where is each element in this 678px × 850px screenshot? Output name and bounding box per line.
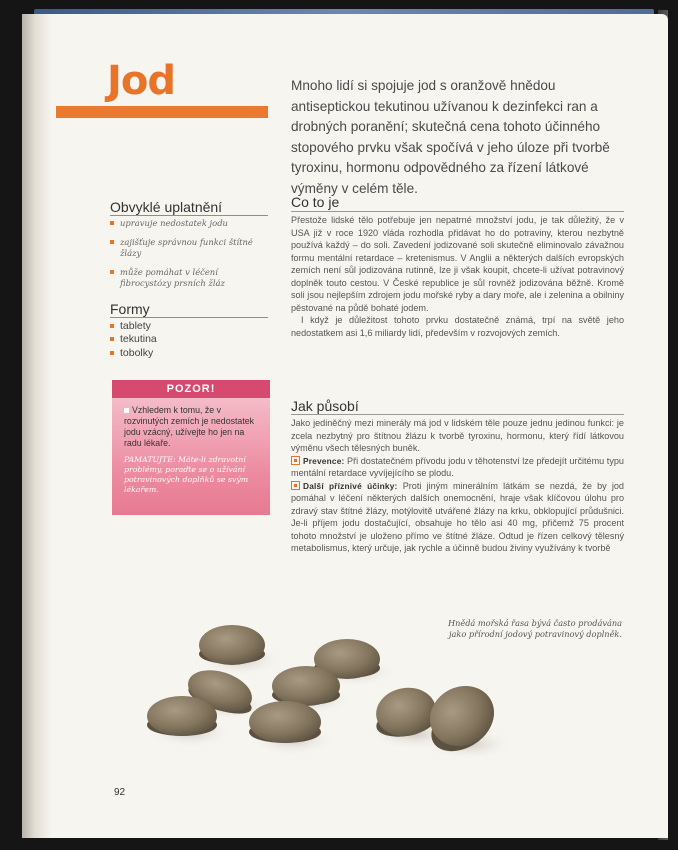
section-heading-how: Jak působí: [291, 398, 359, 414]
list-item: může pomáhat v léčení fibrocystózy prsních žláz: [110, 267, 270, 289]
page-title: Jod: [107, 58, 175, 104]
list-item: upravuje nedostatek jodu: [110, 218, 270, 229]
paragraph: I když je důležitost tohoto prvku dostatečně známá, trpí na světě jeho nedostatkem asi 1,6 miliardy lidí, především v rozvojových zemích.: [291, 315, 624, 338]
list-item: tablety: [110, 320, 157, 333]
photo-caption: Hnědá mořská řasa bývá často prodávána jako přírodní jodový potravinový doplněk.: [447, 618, 622, 639]
prevention-text: Při dostatečném přívodu jodu v těhotenství lze předejít určitému typu mentální retardace vyvíjejícího se plodu.: [291, 455, 624, 478]
tablet: [419, 674, 514, 761]
list-item: tobolky: [110, 347, 157, 360]
section-heading-what: Co to je: [291, 194, 340, 210]
warning-heading: POZOR!: [112, 380, 270, 398]
tablet: [196, 625, 284, 676]
prevention-label: Prevence:: [303, 455, 345, 466]
paragraph: Přestože lidské tělo potřebuje jen nepatrné množství jodu, je tak důležitý, že v USA již v roce 1920 vláda rozhodla přidávat ho do potraviny, kterou nezbytně používá každý – do soli. Zavedení jodizované soli skutečně eliminovalo závažnou formu mentální retardace – kretenismus. V Anglii a některých dalších evropských zemích není sůl jodizována rutinně, lze ji však koupit, chcete-li užívat potravinový doplněk touto cestou. V České republice je sůl rovněž jodizována běžně. Kromě soli jsou nejlepším zdrojem jodu mořské ryby a dary moře, ale i zelenina a obilniny pěstované na půdě bohaté jodem.: [291, 215, 624, 313]
list-item: zajišťuje správnou funkci štítné žlázy: [110, 237, 270, 259]
other-effects-label: Další příznivé účinky:: [303, 480, 398, 491]
warning-text: Vzhledem k tomu, že v rozvinutých zemích je nedostatek jodu vzácný, užívejte ho jen na radu lékaře.: [124, 405, 255, 448]
paragraph: Jako jediněčný mezi minerály má jod v lidském těle pouze jednu jedinou funkci: je zcela nezbytný pro štítnou žlázu k tvorbě tyroxinu, hormonu, který řídí látkovou výměnu všech tělesných buněk.: [291, 418, 624, 453]
warning-note: PAMATUJTE: Máte-li zdravotní problémy, poraďte se o užívání potravinových doplňků se svým lékařem.: [124, 455, 249, 494]
page-number: 92: [114, 787, 126, 798]
list-item: tekutina: [110, 333, 157, 346]
forms-heading: Formy: [110, 301, 150, 317]
intro-paragraph: Mnoho lidí si spojuje jod s oranžově hnědou antiseptickou tekutinou užívanou k dezinfekci ran a drobných poranění; skutečná cena tohoto účinného stopového prvku však spočívá v jeho úloze při tvorbě tyroxinu, hormonu odpovědného za řízení látkové výměny v celém těle.: [291, 78, 610, 196]
other-effects-text: Proti jiným minerálním látkám se nezdá, že by jod pomáhal v léčení některých dalších onemocnění, hraje však klíčovou úlohu pro zdravý stav štítné žlázy, motýlovitě utvářené žlázy na krku, obklopující průdušnici. Je-li příjem jodu dostačující, obsahuje ho tělo asi 40 mg, přičemž 75 procent tohoto množství je uloženo přímo ve štítné žláze. Odtud je řízen celkový tělesný metabolismus, který určuje, jak rychle a účinně budou živiny využívány k tvorbě: [291, 480, 624, 553]
uses-heading: Obvyklé uplatnění: [110, 199, 223, 215]
